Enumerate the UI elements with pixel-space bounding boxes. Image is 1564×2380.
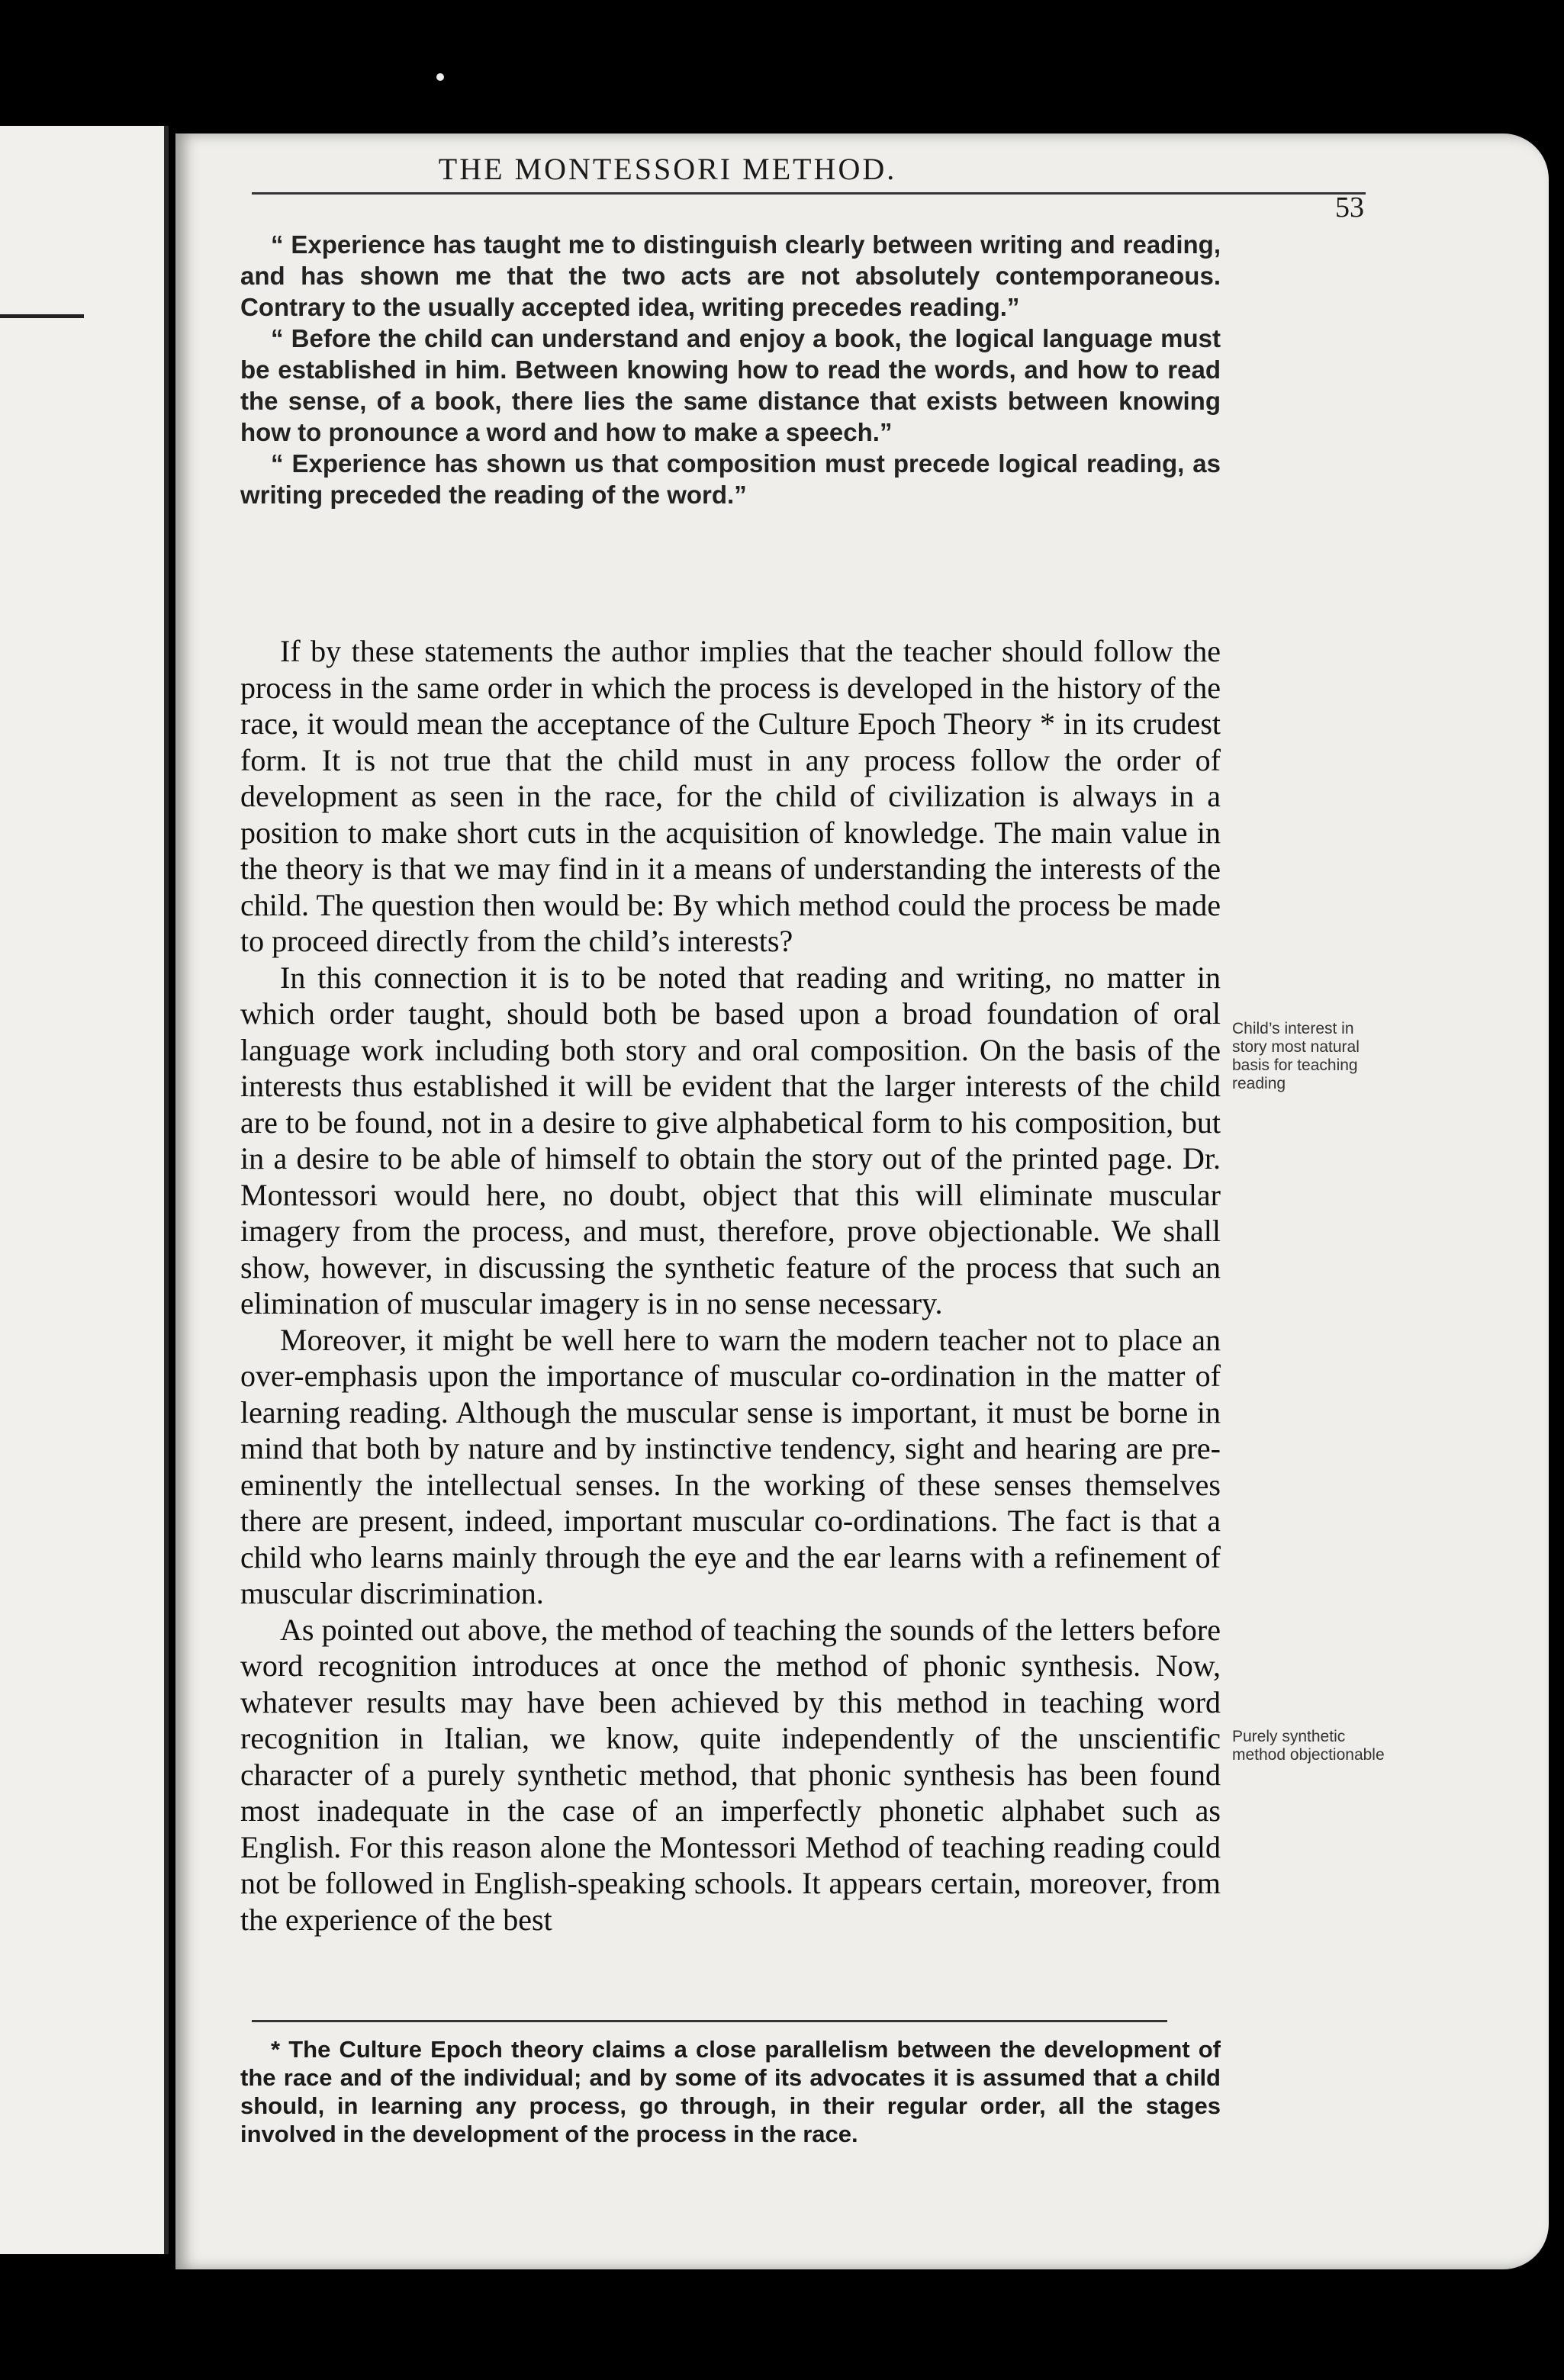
header-rule <box>252 192 1366 195</box>
dust-speck <box>436 73 444 81</box>
body-paragraph: If by these statements the author implies that the teacher should follow the process in the same order in which the process is developed in the history of the race, it would mean the acceptance of the Culture Epoch Theory * in its crudest form. It is not true that the child must in any process follow the order of development as seen in the race, for the child of civilization is always in a position to make short cuts in the acquisition of knowledge. The main value in the theory is that we may find in it a means of understanding the interests of the child. The question then would be: By which method could the process be made to proceed directly from the child’s interests? <box>240 634 1221 958</box>
footnote <box>240 2035 1221 2148</box>
running-head: THE MONTESSORI METHOD. <box>438 152 897 186</box>
quotation-block <box>240 229 1221 510</box>
body-paragraph: As pointed out above, the method of teaching the sounds of the letters before word recognition introduces at once the method of phonic synthesis. Now, whatever results may have been achieved by this method in teaching word recognition in Italian, we know, quite independently of the unscientific character of a purely synthetic method, that phonic synthesis has been found most inadequate in the case of an imperfectly phonetic alphabet such as English. For this reason alone the Montessori Method of teaching reading could not be followed in English-speaking schools. It appears certain, moreover, from the experience of the best <box>240 1612 1221 1937</box>
body-paragraph: In this connection it is to be noted that reading and writing, no matter in which order taught, should both be based upon a broad foundation of oral language work including both story and oral composition. On the basis of the interests thus established it will be evident that the larger interests of the child are to be found, not in a desire to give alphabetical form to his composition, but in a desire to be able of himself to obtain the story out of the printed page. Dr. Montessori would here, no doubt, object that this will eliminate muscular imagery from the process, and must, therefore, prove objectionable. We shall show, however, in discussing the synthetic feature of the process that such an elimination of muscular imagery is in no sense necessary. <box>240 960 1221 1320</box>
page-number: 53 <box>1335 191 1364 224</box>
facing-page-rule <box>0 314 84 318</box>
quote-paragraph: “ Experience has shown us that composition must precede logical reading, as writing preceded the reading of the word.” <box>240 449 1221 509</box>
body-text <box>240 633 1221 1938</box>
body-paragraph: Moreover, it might be well here to warn the modern teacher not to place an over-emphasis upon the importance of muscular co-ordination in the matter of learning reading. Although the muscular sense is important, it must be borne in mind that both by nature and by instinctive tendency, sight and hearing are pre-eminently the intellectual senses. In the working of these senses themselves there are present, indeed, important muscular co-ordinations. The fact is that a child who learns mainly through the eye and the ear learns with a refinement of muscular discrimination. <box>240 1322 1221 1610</box>
quote-paragraph: “ Experience has taught me to distinguish clearly between writing and reading, and has shown me that the two acts are not absolutely contemporaneous. Contrary to the usually accepted idea, writing precedes reading.” <box>240 230 1221 321</box>
margin-note: Child’s interest in story most natural basis for teaching reading <box>1232 1020 1360 1092</box>
margin-note: Purely synthetic method objectionable <box>1232 1728 1385 1764</box>
quote-paragraph: “ Before the child can understand and enjoy a book, the logical language must be established in him. Between knowing how to read the words, and how to read the sense, of a book, there lies the same distance that exists between knowing how to pronounce a word and how to make a speech.” <box>240 324 1221 446</box>
footnote-text: * The Culture Epoch theory claims a close parallelism between the development of the race and of the individual; and by some of its advocates it is assumed that a child should, in learning any process, go through, in their regular order, all the stages involved in the development of the process in the race. <box>240 2036 1221 2147</box>
facing-page-edge <box>0 126 169 2254</box>
footnote-rule <box>252 2020 1167 2022</box>
